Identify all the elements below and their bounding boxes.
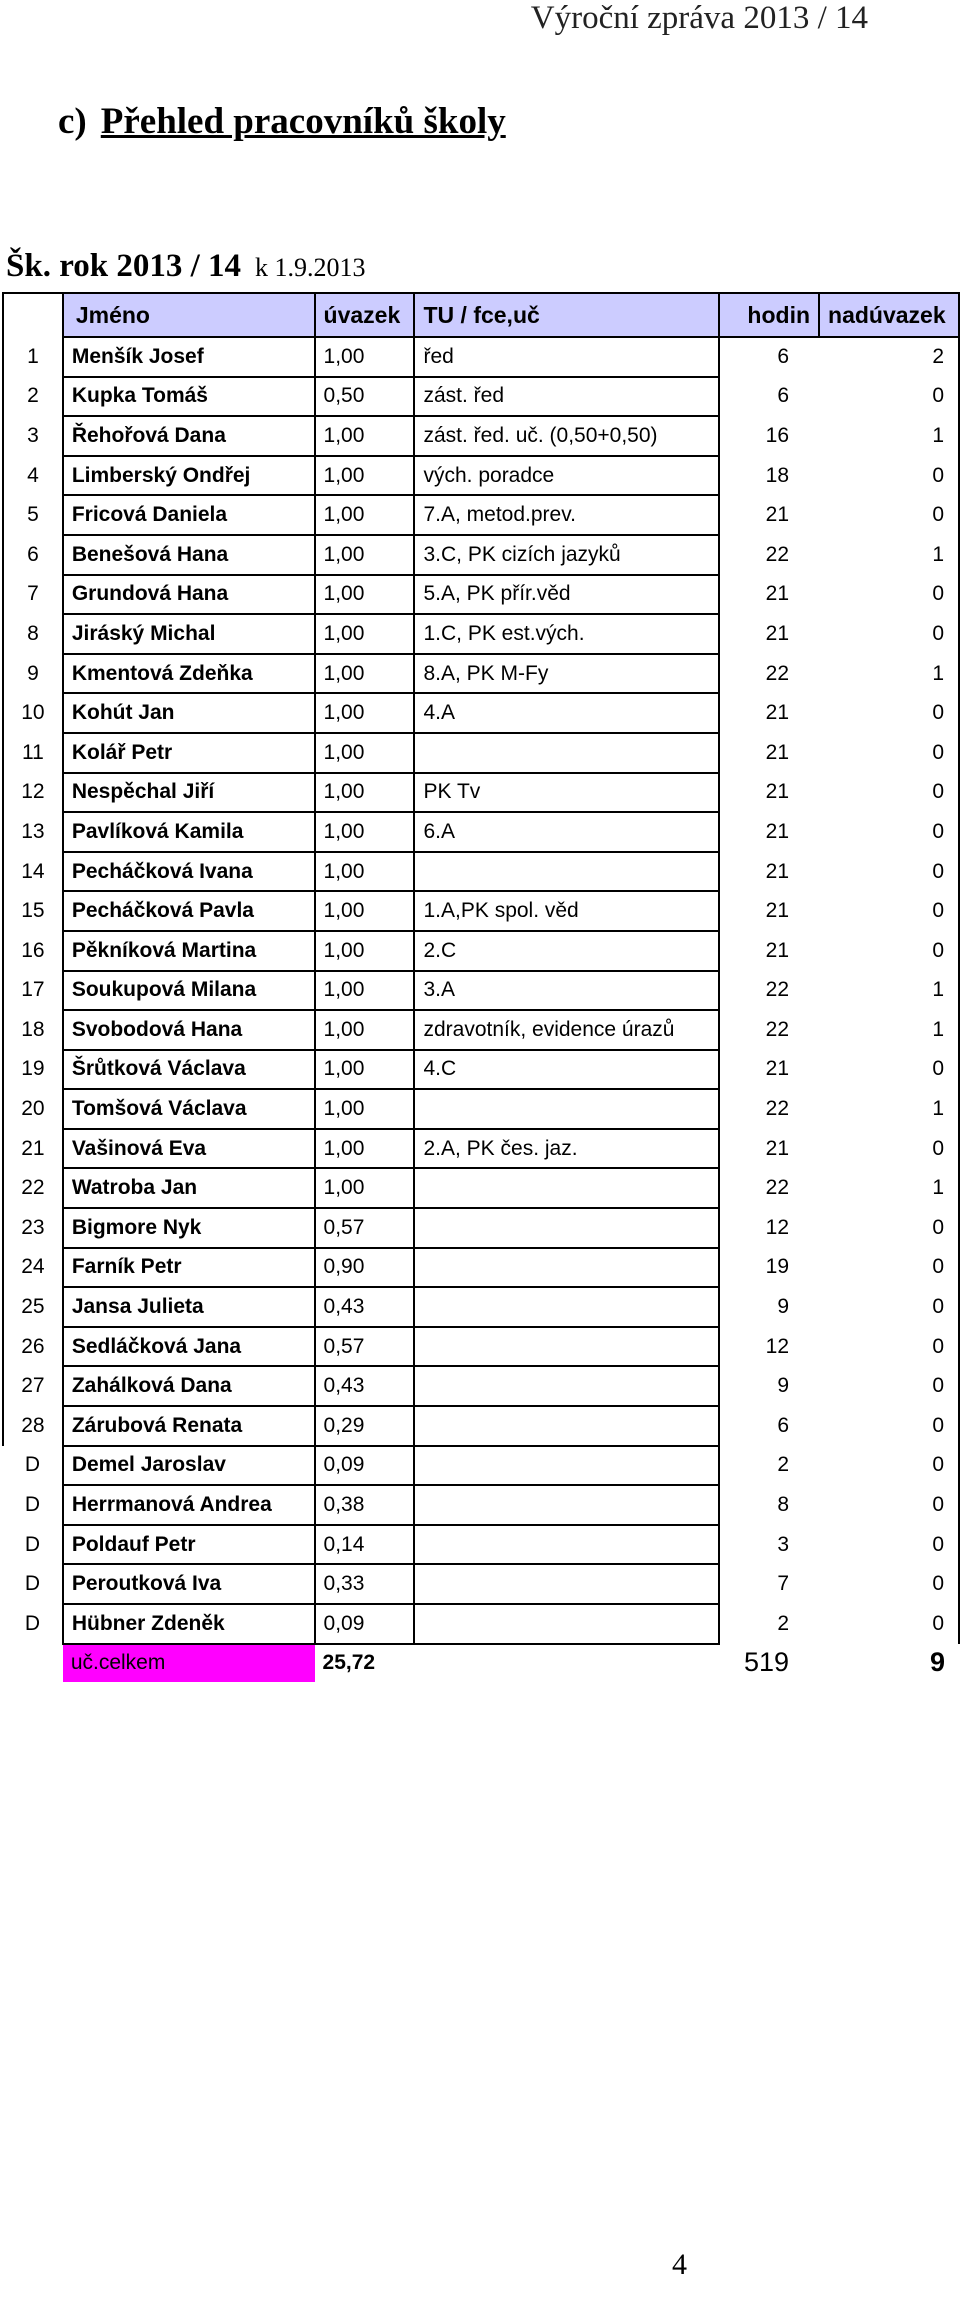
staff-function: 8.A, PK M-Fy	[414, 654, 719, 694]
staff-uvazek: 1,00	[315, 337, 415, 377]
staff-name: Svobodová Hana	[63, 1010, 315, 1050]
row-number: 26	[3, 1327, 63, 1367]
table-row	[3, 1168, 959, 1208]
staff-name: Pavlíková Kamila	[63, 812, 315, 852]
staff-uvazek: 0,33	[315, 1564, 415, 1604]
staff-name: Peroutková Iva	[63, 1564, 315, 1604]
staff-uvazek: 1,00	[315, 931, 415, 971]
table-row	[3, 495, 959, 535]
staff-uvazek: 0,43	[315, 1287, 415, 1327]
staff-name: Kmentová Zdeňka	[63, 654, 315, 694]
table-row	[3, 1406, 959, 1446]
staff-hodin: 22	[765, 1097, 790, 1121]
table-row	[3, 931, 959, 971]
staff-nadUvazek: 0	[819, 1327, 959, 1367]
staff-uvazek: 1,00	[315, 1089, 415, 1129]
row-number: 1	[3, 337, 63, 377]
table-row	[3, 1446, 959, 1486]
staff-nadUvazek: 0	[819, 1485, 959, 1525]
staff-uvazek: 0,57	[315, 1327, 415, 1367]
table-row	[3, 535, 959, 575]
staff-uvazek: 1,00	[315, 733, 415, 773]
staff-hodin: 21	[765, 859, 790, 883]
staff-nadUvazek: 0	[819, 1525, 959, 1565]
staff-nadUvazek: 0	[819, 1287, 959, 1327]
header-number-cell	[3, 293, 63, 337]
row-number: 9	[3, 654, 63, 694]
staff-hodin: 12	[765, 1334, 790, 1358]
staff-nadUvazek: 0	[819, 1604, 959, 1644]
total-label: uč.celkem	[63, 1644, 315, 1682]
row-number: 22	[3, 1168, 63, 1208]
staff-hodin: 21	[765, 701, 790, 725]
staff-nadUvazek: 2	[819, 337, 959, 377]
staff-uvazek: 1,00	[315, 1168, 415, 1208]
staff-nadUvazek: 0	[819, 1129, 959, 1169]
staff-nadUvazek: 0	[819, 495, 959, 535]
staff-uvazek: 1,00	[315, 416, 415, 456]
total-nadUvazek: 9	[929, 1647, 945, 1678]
staff-hodin: 21	[765, 582, 790, 606]
table-row	[3, 575, 959, 615]
total-blank-function	[414, 1644, 719, 1682]
staff-nadUvazek: 1	[819, 1089, 959, 1129]
table-row	[3, 1564, 959, 1604]
staff-name: Pecháčková Ivana	[63, 852, 315, 892]
table-row	[3, 1089, 959, 1129]
staff-hodin: 22	[765, 661, 790, 685]
row-number: 20	[3, 1089, 63, 1129]
staff-uvazek: 0,38	[315, 1485, 415, 1525]
staff-hodin: 7	[777, 1572, 790, 1596]
staff-hodin: 6	[777, 1413, 790, 1437]
staff-nadUvazek: 0	[819, 812, 959, 852]
table-row	[3, 377, 959, 417]
staff-uvazek: 1,00	[315, 891, 415, 931]
row-number: 17	[3, 971, 63, 1011]
table-row	[3, 971, 959, 1011]
table-row	[3, 1287, 959, 1327]
staff-hodin: 12	[765, 1215, 790, 1239]
staff-name: Benešová Hana	[63, 535, 315, 575]
staff-function: zást. řed. uč. (0,50+0,50)	[414, 416, 719, 456]
staff-nadUvazek: 0	[819, 1366, 959, 1406]
staff-nadUvazek: 0	[819, 1406, 959, 1446]
staff-uvazek: 1,00	[315, 654, 415, 694]
staff-function: řed	[414, 337, 719, 377]
staff-uvazek: 1,00	[315, 693, 415, 733]
staff-nadUvazek: 0	[819, 773, 959, 813]
staff-nadUvazek: 0	[819, 931, 959, 971]
staff-uvazek: 0,57	[315, 1208, 415, 1248]
staff-function	[414, 1366, 719, 1406]
table-row	[3, 654, 959, 694]
row-number: 23	[3, 1208, 63, 1248]
table-row	[3, 416, 959, 456]
staff-function	[414, 733, 719, 773]
table-row	[3, 614, 959, 654]
staff-name: Šrůtková Václava	[63, 1050, 315, 1090]
row-number: 12	[3, 773, 63, 813]
staff-nadUvazek: 1	[819, 971, 959, 1011]
staff-function: zdravotník, evidence úrazů	[414, 1010, 719, 1050]
table-row	[3, 1010, 959, 1050]
staff-uvazek: 1,00	[315, 535, 415, 575]
staff-function	[414, 1406, 719, 1446]
staff-hodin: 18	[765, 463, 790, 487]
table-header-row	[3, 293, 959, 337]
row-number: 8	[3, 614, 63, 654]
table-row	[3, 1129, 959, 1169]
staff-name: Soukupová Milana	[63, 971, 315, 1011]
staff-nadUvazek: 0	[819, 852, 959, 892]
staff-uvazek: 1,00	[315, 971, 415, 1011]
staff-uvazek: 1,00	[315, 812, 415, 852]
staff-name: Jansa Julieta	[63, 1287, 315, 1327]
staff-hodin: 21	[765, 899, 790, 923]
staff-hodin: 21	[765, 780, 790, 804]
row-number: D	[24, 1572, 40, 1596]
staff-table	[2, 292, 960, 1682]
staff-hodin: 22	[765, 978, 790, 1002]
table-row	[3, 852, 959, 892]
staff-hodin: 9	[777, 1374, 790, 1398]
table-row	[3, 1485, 959, 1525]
staff-hodin: 21	[765, 621, 790, 645]
row-number: 7	[3, 575, 63, 615]
staff-nadUvazek: 0	[819, 1248, 959, 1288]
staff-function: vých. poradce	[414, 456, 719, 496]
staff-function: 3.A	[414, 971, 719, 1011]
row-number: 18	[3, 1010, 63, 1050]
staff-hodin: 2	[777, 1453, 790, 1477]
staff-nadUvazek: 1	[819, 535, 959, 575]
staff-function	[414, 1287, 719, 1327]
staff-name: Hübner Zdeněk	[63, 1604, 315, 1644]
staff-function	[414, 1089, 719, 1129]
total-row	[3, 1644, 959, 1682]
staff-function: 2.A, PK čes. jaz.	[414, 1129, 719, 1169]
staff-function: 2.C	[414, 931, 719, 971]
staff-function: 7.A, metod.prev.	[414, 495, 719, 535]
staff-name: Nespěchal Jiří	[63, 773, 315, 813]
staff-name: Zárubová Renata	[63, 1406, 315, 1446]
table-row	[3, 456, 959, 496]
table-row	[3, 1208, 959, 1248]
staff-name: Tomšová Václava	[63, 1089, 315, 1129]
staff-name: Bigmore Nyk	[63, 1208, 315, 1248]
row-number: 13	[3, 812, 63, 852]
total-uvazek: 25,72	[322, 1651, 376, 1675]
staff-nadUvazek: 0	[819, 456, 959, 496]
column-header-nadUvazek: nadúvazek	[819, 293, 959, 337]
column-header-name: Jméno	[63, 293, 315, 337]
row-number: 16	[3, 931, 63, 971]
staff-nadUvazek: 0	[819, 1208, 959, 1248]
school-year-line	[6, 248, 366, 285]
row-number: 14	[3, 852, 63, 892]
staff-nadUvazek: 1	[819, 416, 959, 456]
staff-name: Pecháčková Pavla	[63, 891, 315, 931]
staff-hodin: 22	[765, 542, 790, 566]
row-number: D	[24, 1532, 40, 1556]
report-header: Výroční zpráva 2013 / 14	[530, 0, 868, 36]
column-header-uvazek: úvazek	[315, 293, 415, 337]
staff-nadUvazek: 0	[819, 693, 959, 733]
row-number: 3	[3, 416, 63, 456]
staff-uvazek: 0,50	[315, 377, 415, 417]
row-number: 2	[3, 377, 63, 417]
table-row	[3, 812, 959, 852]
staff-uvazek: 1,00	[315, 575, 415, 615]
staff-function: 1.A,PK spol. věd	[414, 891, 719, 931]
section-heading: Přehled pracovníků školy	[100, 101, 506, 142]
staff-uvazek: 1,00	[315, 1050, 415, 1090]
staff-uvazek: 0,29	[315, 1406, 415, 1446]
staff-hodin: 9	[777, 1295, 790, 1319]
staff-nadUvazek: 1	[819, 1168, 959, 1208]
table-row	[3, 1248, 959, 1288]
staff-name: Řehořová Dana	[63, 416, 315, 456]
row-number: 15	[3, 891, 63, 931]
staff-function	[414, 1604, 719, 1644]
staff-hodin: 16	[765, 423, 790, 447]
table-row	[3, 733, 959, 773]
row-number: D	[24, 1493, 40, 1517]
staff-uvazek: 1,00	[315, 1129, 415, 1169]
staff-uvazek: 1,00	[315, 773, 415, 813]
section-prefix: c)	[58, 101, 87, 142]
staff-name: Grundová Hana	[63, 575, 315, 615]
section-title	[58, 100, 506, 143]
staff-name: Poldauf Petr	[63, 1525, 315, 1565]
row-number: 28	[3, 1406, 63, 1446]
staff-function	[414, 1564, 719, 1604]
table-row	[3, 1525, 959, 1565]
staff-function	[414, 1168, 719, 1208]
staff-function: 5.A, PK přír.věd	[414, 575, 719, 615]
table-row	[3, 1366, 959, 1406]
staff-hodin: 21	[765, 1136, 790, 1160]
row-number: 25	[3, 1287, 63, 1327]
staff-function	[414, 1208, 719, 1248]
row-number: D	[24, 1453, 40, 1477]
staff-name: Pěkníková Martina	[63, 931, 315, 971]
row-number: 4	[3, 456, 63, 496]
staff-name: Kohút Jan	[63, 693, 315, 733]
staff-name: Herrmanová Andrea	[63, 1485, 315, 1525]
staff-hodin: 21	[765, 819, 790, 843]
staff-function: 4.C	[414, 1050, 719, 1090]
staff-hodin: 8	[777, 1493, 790, 1517]
school-year-label: Šk. rok 2013 / 14	[6, 248, 242, 284]
staff-nadUvazek: 0	[819, 891, 959, 931]
staff-hodin: 21	[765, 740, 790, 764]
staff-uvazek: 1,00	[315, 1010, 415, 1050]
row-number: 6	[3, 535, 63, 575]
staff-name: Sedláčková Jana	[63, 1327, 315, 1367]
row-number: 5	[3, 495, 63, 535]
staff-function: 6.A	[414, 812, 719, 852]
staff-name: Kolář Petr	[63, 733, 315, 773]
staff-nadUvazek: 0	[819, 1564, 959, 1604]
staff-hodin: 21	[765, 503, 790, 527]
table-row	[3, 693, 959, 733]
staff-uvazek: 1,00	[315, 852, 415, 892]
column-header-hodin: hodin	[719, 293, 819, 337]
staff-nadUvazek: 0	[819, 1050, 959, 1090]
row-number: 21	[3, 1129, 63, 1169]
staff-hodin: 3	[777, 1532, 790, 1556]
staff-hodin: 19	[765, 1255, 790, 1279]
staff-function	[414, 1446, 719, 1486]
staff-function	[414, 1327, 719, 1367]
staff-function: 4.A	[414, 693, 719, 733]
staff-name: Kupka Tomáš	[63, 377, 315, 417]
staff-nadUvazek: 0	[819, 733, 959, 773]
staff-hodin: 21	[765, 1057, 790, 1081]
staff-function	[414, 852, 719, 892]
staff-nadUvazek: 1	[819, 654, 959, 694]
row-number: 27	[3, 1366, 63, 1406]
column-header-function: TU / fce,uč	[414, 293, 719, 337]
staff-hodin: 6	[777, 345, 790, 369]
page-number: 4	[672, 2248, 687, 2281]
table-row	[3, 1327, 959, 1367]
row-number: 10	[3, 693, 63, 733]
staff-uvazek: 0,09	[315, 1604, 415, 1644]
table-row	[3, 337, 959, 377]
staff-uvazek: 0,90	[315, 1248, 415, 1288]
staff-uvazek: 0,09	[315, 1446, 415, 1486]
row-number: 19	[3, 1050, 63, 1090]
table-row	[3, 1050, 959, 1090]
staff-function: zást. řed	[414, 377, 719, 417]
table-row	[3, 1604, 959, 1644]
staff-hodin: 6	[777, 384, 790, 408]
staff-name: Demel Jaroslav	[63, 1446, 315, 1486]
staff-function: PK Tv	[414, 773, 719, 813]
staff-function: 1.C, PK est.vých.	[414, 614, 719, 654]
staff-name: Vašinová Eva	[63, 1129, 315, 1169]
staff-uvazek: 1,00	[315, 456, 415, 496]
staff-nadUvazek: 0	[819, 575, 959, 615]
staff-name: Fricová Daniela	[63, 495, 315, 535]
staff-uvazek: 1,00	[315, 495, 415, 535]
table-row	[3, 891, 959, 931]
staff-name: Limberský Ondřej	[63, 456, 315, 496]
staff-name: Farník Petr	[63, 1248, 315, 1288]
row-number: D	[24, 1611, 40, 1635]
staff-uvazek: 1,00	[315, 614, 415, 654]
staff-hodin: 22	[765, 1176, 790, 1200]
row-number: 11	[3, 733, 63, 773]
staff-hodin: 2	[777, 1611, 790, 1635]
staff-name: Jiráský Michal	[63, 614, 315, 654]
staff-nadUvazek: 1	[819, 1010, 959, 1050]
staff-nadUvazek: 0	[819, 377, 959, 417]
total-blank	[3, 1644, 63, 1682]
staff-nadUvazek: 0	[819, 1446, 959, 1486]
staff-function	[414, 1485, 719, 1525]
staff-function: 3.C, PK cizích jazyků	[414, 535, 719, 575]
staff-uvazek: 0,14	[315, 1525, 415, 1565]
staff-name: Zahálková Dana	[63, 1366, 315, 1406]
staff-uvazek: 0,43	[315, 1366, 415, 1406]
staff-name: Menšík Josef	[63, 337, 315, 377]
table-row	[3, 773, 959, 813]
row-number: 24	[3, 1248, 63, 1288]
school-year-date: k 1.9.2013	[255, 253, 366, 282]
staff-function	[414, 1525, 719, 1565]
staff-hodin: 21	[765, 938, 790, 962]
staff-hodin: 22	[765, 1017, 790, 1041]
staff-name: Watroba Jan	[63, 1168, 315, 1208]
total-hodin: 519	[743, 1647, 790, 1678]
staff-function	[414, 1248, 719, 1288]
staff-nadUvazek: 0	[819, 614, 959, 654]
